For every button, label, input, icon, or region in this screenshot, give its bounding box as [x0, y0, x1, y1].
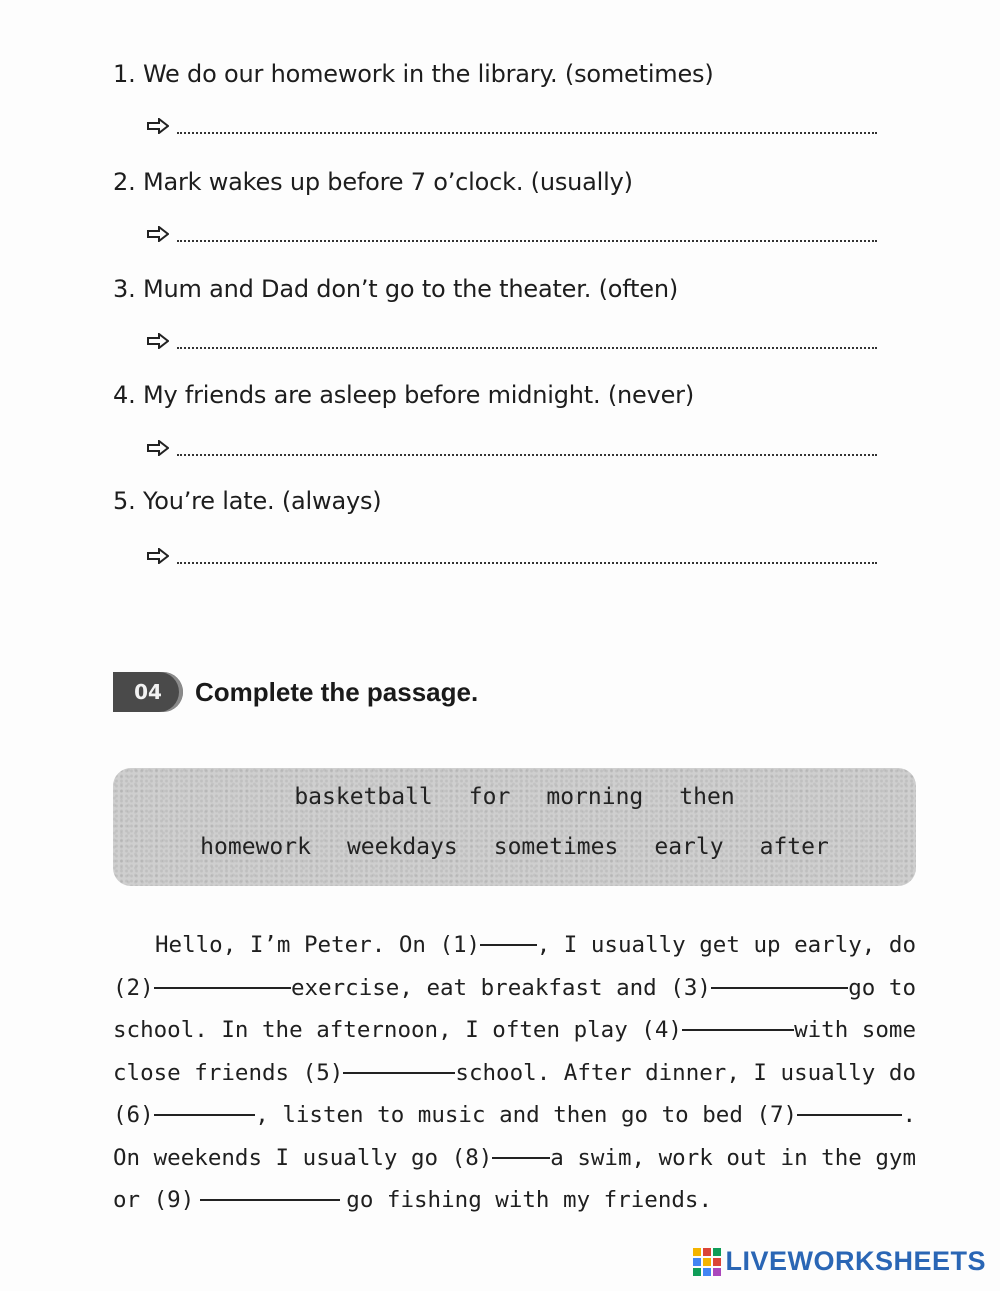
word-bank-item: for [468, 784, 511, 810]
section-number-badge: 04 [113, 672, 183, 712]
blank-6[interactable] [154, 1094, 256, 1116]
passage-line [113, 1179, 916, 1222]
logo-square [693, 1248, 701, 1256]
passage-line [113, 1094, 916, 1137]
logo-square [703, 1268, 711, 1276]
logo-text: LIVEWORKSHEETS [725, 1246, 986, 1276]
logo-square [713, 1268, 721, 1276]
question-text: Mum and Dad don’t go to the theater. (often) [142, 275, 678, 303]
passage [113, 924, 916, 1222]
word-bank-row-2 [113, 834, 916, 860]
passage-text: (6) [113, 1102, 154, 1128]
passage-line [113, 967, 916, 1010]
passage-line [113, 924, 916, 967]
logo-square [703, 1248, 711, 1256]
passage-text: school. After dinner, I usually do [455, 1059, 916, 1086]
question-number: 3. [113, 275, 136, 303]
answer-input-2[interactable] [177, 238, 877, 242]
answer-row-4 [147, 432, 877, 462]
liveworksheets-logo [693, 1246, 986, 1277]
passage-line [113, 1052, 916, 1095]
passage-text: (2) [113, 974, 154, 1001]
arrow-right-icon [147, 333, 169, 349]
arrow-right-icon [147, 118, 169, 134]
blank-7[interactable] [797, 1094, 902, 1116]
arrow-right-icon [147, 226, 169, 242]
answer-row-5 [147, 540, 877, 570]
blank-1[interactable] [480, 924, 537, 946]
logo-square [693, 1268, 701, 1276]
word-bank-item: weekdays [346, 834, 458, 860]
question-3 [113, 275, 678, 303]
blank-4[interactable] [682, 1009, 794, 1031]
passage-text: close friends (5) [113, 1059, 344, 1086]
question-text: You’re late. (always) [142, 487, 382, 515]
blank-2[interactable] [154, 967, 291, 989]
answer-input-1[interactable] [177, 130, 877, 134]
question-2 [113, 168, 633, 196]
question-number: 5. [113, 487, 136, 515]
word-bank-item: after [759, 834, 829, 860]
passage-text: school. In the afternoon, I often play (4) [113, 1017, 682, 1043]
section-title: Complete the passage. [195, 676, 479, 707]
word-bank-item: morning [546, 784, 644, 810]
passage-text: , I usually get up early, do [536, 932, 916, 958]
blank-3[interactable] [711, 967, 848, 989]
passage-text: go fishing with my friends. [346, 1187, 713, 1213]
logo-square [713, 1258, 721, 1266]
answer-input-5[interactable] [177, 560, 877, 564]
arrow-right-icon [147, 548, 169, 564]
answer-row-3 [147, 325, 877, 355]
question-number: 1. [113, 60, 136, 88]
question-number: 4. [113, 381, 136, 409]
answer-row-1 [147, 110, 877, 140]
blank-9[interactable] [200, 1179, 340, 1201]
answer-row-2 [147, 218, 877, 248]
question-text: My friends are asleep before midnight. (never) [142, 381, 694, 409]
question-text: We do our homework in the library. (sometimes) [142, 60, 714, 88]
logo-icon [693, 1248, 721, 1276]
passage-text: , listen to music and then go to bed (7) [255, 1102, 798, 1128]
word-bank [113, 768, 916, 886]
word-bank-item: basketball [294, 784, 433, 810]
logo-square [693, 1258, 701, 1266]
logo-square [703, 1258, 711, 1266]
logo-square [713, 1248, 721, 1256]
passage-text: with some [794, 1017, 916, 1043]
word-bank-item: sometimes [493, 834, 619, 860]
passage-text: Hello, I’m Peter. On (1) [155, 932, 481, 958]
passage-line [113, 1137, 916, 1180]
passage-text: go to [848, 974, 916, 1001]
blank-8[interactable] [492, 1137, 550, 1159]
passage-text: or (9) [113, 1187, 195, 1213]
question-number: 2. [113, 168, 136, 196]
question-text: Mark wakes up before 7 o’clock. (usually) [142, 168, 633, 196]
section-header [113, 672, 478, 712]
word-bank-row-1 [113, 784, 916, 810]
passage-text: . [902, 1102, 916, 1128]
question-5 [113, 487, 381, 515]
word-bank-item: then [679, 784, 735, 810]
question-1 [113, 60, 714, 88]
passage-text: exercise, eat breakfast and (3) [290, 974, 711, 1001]
word-bank-item: homework [200, 834, 311, 860]
answer-input-3[interactable] [177, 345, 877, 349]
arrow-right-icon [147, 440, 169, 456]
word-bank-item: early [654, 834, 724, 860]
answer-input-4[interactable] [177, 452, 877, 456]
passage-line [113, 1009, 916, 1052]
blank-5[interactable] [343, 1052, 455, 1074]
question-4 [113, 381, 694, 409]
passage-text: On weekends I usually go (8) [113, 1144, 493, 1171]
passage-text: a swim, work out in the gym [550, 1144, 916, 1171]
